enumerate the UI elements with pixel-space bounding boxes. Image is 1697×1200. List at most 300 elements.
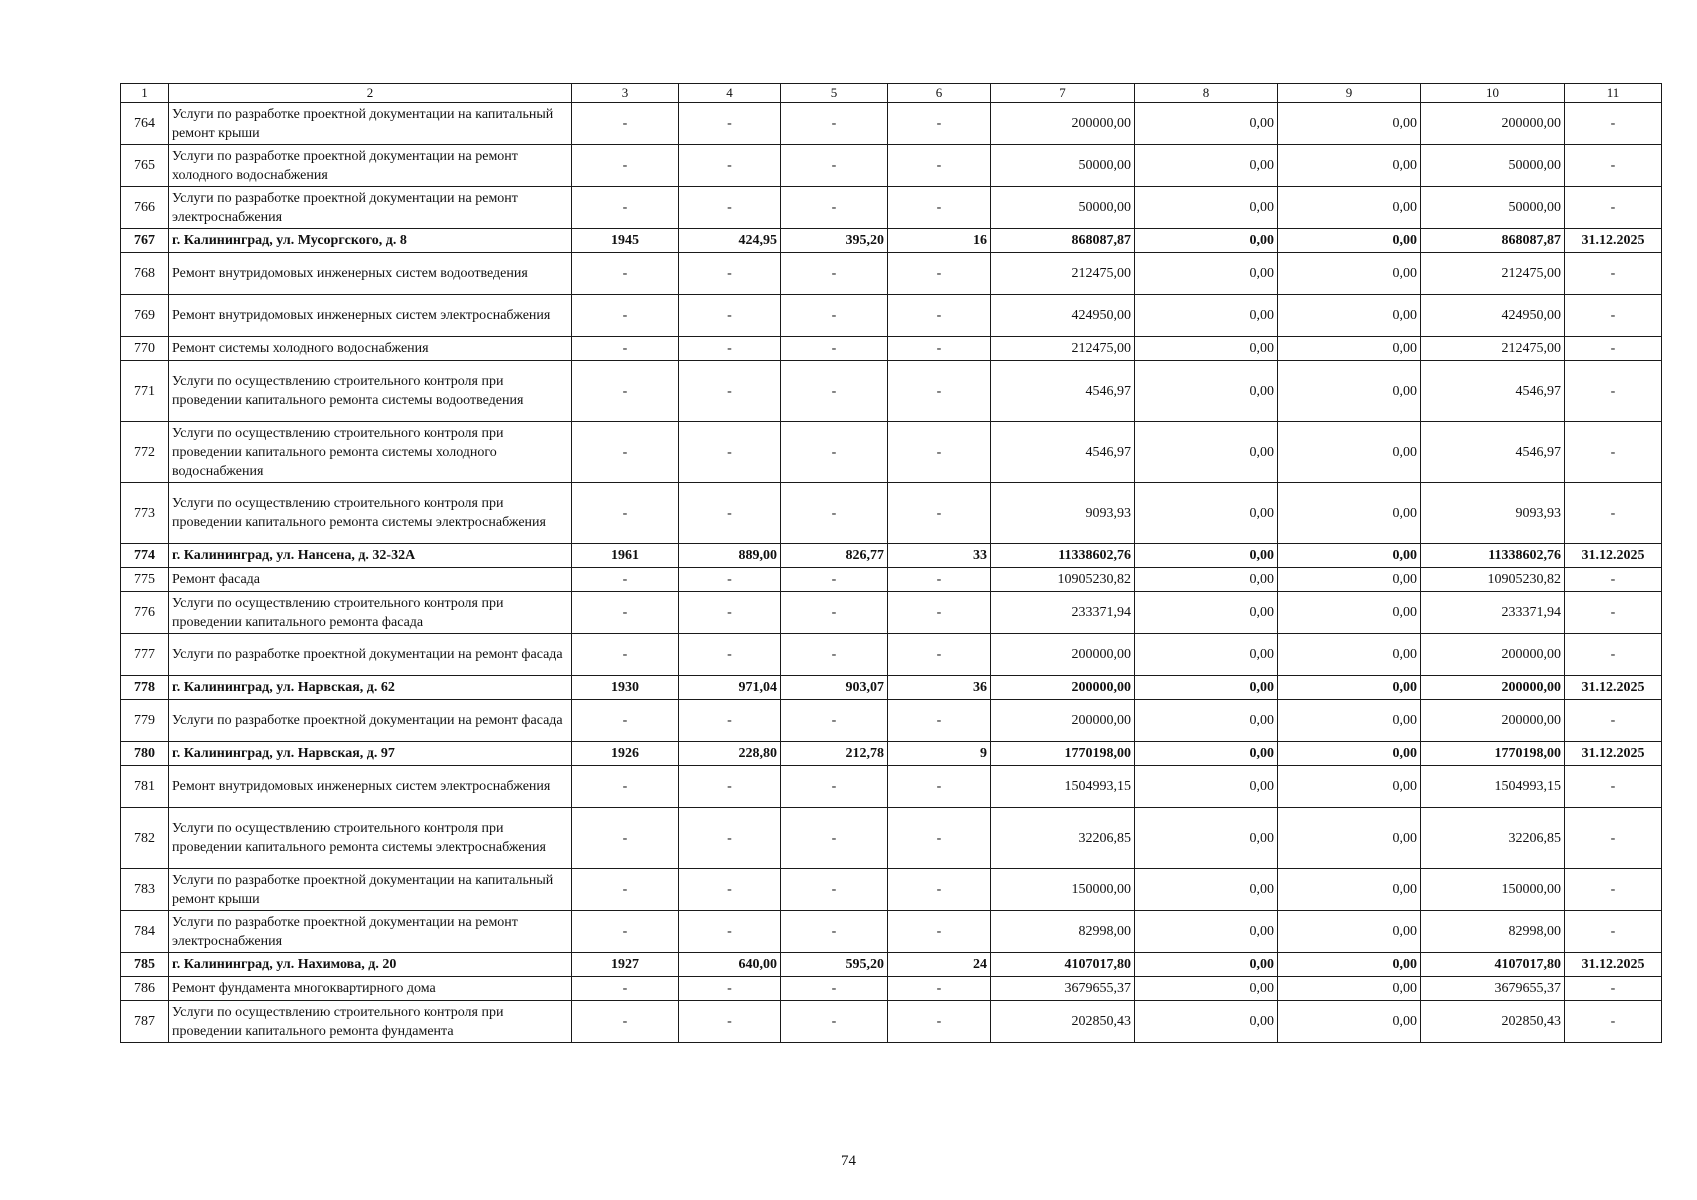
- cell-col-11: 31.12.2025: [1565, 229, 1662, 253]
- cell-col-7: 10905230,82: [991, 568, 1135, 592]
- cell-col-7: 200000,00: [991, 676, 1135, 700]
- col-header: 6: [888, 84, 991, 103]
- work-description: Услуги по разработке проектной документации на ремонт электроснабжения: [169, 187, 572, 229]
- column-number-row: [121, 84, 1662, 103]
- work-description: Услуги по осуществлению строительного контроля при проведении капитального ремонта системы электроснабжения: [169, 483, 572, 544]
- cell-col-7: 82998,00: [991, 911, 1135, 953]
- cell-col-5: -: [781, 145, 888, 187]
- row-number: 773: [121, 483, 169, 544]
- cell-col-5: -: [781, 911, 888, 953]
- work-description: Ремонт системы холодного водоснабжения: [169, 337, 572, 361]
- cell-col-4: -: [679, 766, 781, 808]
- cell-col-10: 868087,87: [1421, 229, 1565, 253]
- register-body: [121, 84, 1662, 1043]
- work-row: [121, 592, 1662, 634]
- cell-col-3: -: [572, 568, 679, 592]
- cell-col-11: -: [1565, 592, 1662, 634]
- cell-col-3: -: [572, 337, 679, 361]
- cell-col-8: 0,00: [1135, 592, 1278, 634]
- cell-col-7: 50000,00: [991, 145, 1135, 187]
- cell-col-8: 0,00: [1135, 977, 1278, 1001]
- cell-col-6: 16: [888, 229, 991, 253]
- cell-col-5: 595,20: [781, 953, 888, 977]
- cell-col-10: 212475,00: [1421, 337, 1565, 361]
- cell-col-4: -: [679, 1001, 781, 1043]
- work-description: Услуги по осуществлению строительного контроля при проведении капитального ремонта системы холодного водоснабжения: [169, 422, 572, 483]
- row-number: 768: [121, 253, 169, 295]
- row-number: 767: [121, 229, 169, 253]
- cell-col-4: -: [679, 592, 781, 634]
- cell-col-11: -: [1565, 911, 1662, 953]
- work-row: [121, 700, 1662, 742]
- cell-col-9: 0,00: [1278, 808, 1421, 869]
- cell-col-8: 0,00: [1135, 544, 1278, 568]
- row-number: 779: [121, 700, 169, 742]
- cell-col-8: 0,00: [1135, 103, 1278, 145]
- cell-col-8: 0,00: [1135, 422, 1278, 483]
- cell-col-7: 4546,97: [991, 422, 1135, 483]
- cell-col-8: 0,00: [1135, 253, 1278, 295]
- page-number: 74: [841, 1153, 856, 1169]
- row-number: 782: [121, 808, 169, 869]
- cell-col-4: -: [679, 808, 781, 869]
- col-header: 7: [991, 84, 1135, 103]
- cell-col-8: 0,00: [1135, 187, 1278, 229]
- work-row: [121, 808, 1662, 869]
- cell-col-3: -: [572, 422, 679, 483]
- cell-col-7: 424950,00: [991, 295, 1135, 337]
- register-sheet: [120, 83, 1662, 1043]
- cell-col-3: -: [572, 361, 679, 422]
- cell-col-5: 395,20: [781, 229, 888, 253]
- work-description: г. Калининград, ул. Нарвская, д. 97: [169, 742, 572, 766]
- cell-col-3: -: [572, 700, 679, 742]
- work-description: Услуги по разработке проектной документации на капитальный ремонт крыши: [169, 869, 572, 911]
- cell-col-3: 1930: [572, 676, 679, 700]
- cell-col-4: 228,80: [679, 742, 781, 766]
- cell-col-7: 150000,00: [991, 869, 1135, 911]
- row-number: 764: [121, 103, 169, 145]
- cell-col-8: 0,00: [1135, 1001, 1278, 1043]
- cell-col-9: 0,00: [1278, 742, 1421, 766]
- cell-col-9: 0,00: [1278, 676, 1421, 700]
- cell-col-9: 0,00: [1278, 422, 1421, 483]
- cell-col-8: 0,00: [1135, 766, 1278, 808]
- cell-col-8: 0,00: [1135, 145, 1278, 187]
- row-number: 765: [121, 145, 169, 187]
- cell-col-4: -: [679, 869, 781, 911]
- cell-col-5: -: [781, 103, 888, 145]
- work-row: [121, 911, 1662, 953]
- cell-col-6: -: [888, 700, 991, 742]
- col-header: 3: [572, 84, 679, 103]
- work-description: Услуги по разработке проектной документации на ремонт холодного водоснабжения: [169, 145, 572, 187]
- cell-col-7: 3679655,37: [991, 977, 1135, 1001]
- cell-col-7: 4546,97: [991, 361, 1135, 422]
- cell-col-11: -: [1565, 145, 1662, 187]
- cell-col-5: -: [781, 253, 888, 295]
- cell-col-9: 0,00: [1278, 869, 1421, 911]
- cell-col-7: 212475,00: [991, 337, 1135, 361]
- cell-col-8: 0,00: [1135, 483, 1278, 544]
- row-number: 775: [121, 568, 169, 592]
- cell-col-10: 82998,00: [1421, 911, 1565, 953]
- address-row: [121, 676, 1662, 700]
- cell-col-3: 1961: [572, 544, 679, 568]
- row-number: 783: [121, 869, 169, 911]
- work-description: Услуги по осуществлению строительного контроля при проведении капитального ремонта фасада: [169, 592, 572, 634]
- cell-col-5: 903,07: [781, 676, 888, 700]
- cell-col-4: -: [679, 911, 781, 953]
- cell-col-10: 200000,00: [1421, 676, 1565, 700]
- cell-col-4: -: [679, 422, 781, 483]
- cell-col-3: -: [572, 592, 679, 634]
- work-description: Услуги по разработке проектной документации на ремонт фасада: [169, 634, 572, 676]
- row-number: 781: [121, 766, 169, 808]
- work-description: Услуги по разработке проектной документации на ремонт фасада: [169, 700, 572, 742]
- cell-col-7: 1770198,00: [991, 742, 1135, 766]
- cell-col-5: -: [781, 592, 888, 634]
- cell-col-10: 9093,93: [1421, 483, 1565, 544]
- row-number: 776: [121, 592, 169, 634]
- cell-col-8: 0,00: [1135, 295, 1278, 337]
- cell-col-7: 200000,00: [991, 103, 1135, 145]
- cell-col-11: -: [1565, 869, 1662, 911]
- cell-col-7: 32206,85: [991, 808, 1135, 869]
- work-description: г. Калининград, ул. Нахимова, д. 20: [169, 953, 572, 977]
- row-number: 787: [121, 1001, 169, 1043]
- work-description: Ремонт фундамента многоквартирного дома: [169, 977, 572, 1001]
- cell-col-5: -: [781, 766, 888, 808]
- cell-col-6: -: [888, 766, 991, 808]
- cell-col-9: 0,00: [1278, 977, 1421, 1001]
- col-header: 5: [781, 84, 888, 103]
- work-row: [121, 337, 1662, 361]
- cell-col-3: -: [572, 808, 679, 869]
- row-number: 785: [121, 953, 169, 977]
- work-description: Услуги по осуществлению строительного контроля при проведении капитального ремонта фундамента: [169, 1001, 572, 1043]
- cell-col-4: 971,04: [679, 676, 781, 700]
- work-row: [121, 361, 1662, 422]
- cell-col-7: 212475,00: [991, 253, 1135, 295]
- cell-col-5: -: [781, 1001, 888, 1043]
- work-description: Ремонт внутридомовых инженерных систем электроснабжения: [169, 766, 572, 808]
- cell-col-10: 3679655,37: [1421, 977, 1565, 1001]
- cell-col-11: -: [1565, 337, 1662, 361]
- cell-col-6: 36: [888, 676, 991, 700]
- cell-col-10: 4546,97: [1421, 361, 1565, 422]
- address-row: [121, 742, 1662, 766]
- cell-col-6: -: [888, 483, 991, 544]
- cell-col-4: -: [679, 483, 781, 544]
- cell-col-4: 424,95: [679, 229, 781, 253]
- cell-col-8: 0,00: [1135, 337, 1278, 361]
- row-number: 766: [121, 187, 169, 229]
- cell-col-10: 11338602,76: [1421, 544, 1565, 568]
- cell-col-5: -: [781, 977, 888, 1001]
- cell-col-11: -: [1565, 766, 1662, 808]
- cell-col-11: -: [1565, 483, 1662, 544]
- cell-col-6: 24: [888, 953, 991, 977]
- cell-col-11: -: [1565, 422, 1662, 483]
- cell-col-6: -: [888, 911, 991, 953]
- cell-col-5: -: [781, 483, 888, 544]
- cell-col-8: 0,00: [1135, 742, 1278, 766]
- cell-col-3: -: [572, 977, 679, 1001]
- cell-col-9: 0,00: [1278, 145, 1421, 187]
- cell-col-3: -: [572, 295, 679, 337]
- cell-col-6: -: [888, 103, 991, 145]
- cell-col-6: -: [888, 361, 991, 422]
- cell-col-3: -: [572, 1001, 679, 1043]
- cell-col-4: -: [679, 295, 781, 337]
- cell-col-8: 0,00: [1135, 808, 1278, 869]
- cell-col-3: -: [572, 634, 679, 676]
- cell-col-3: 1926: [572, 742, 679, 766]
- cell-col-11: -: [1565, 295, 1662, 337]
- cell-col-4: 889,00: [679, 544, 781, 568]
- cell-col-9: 0,00: [1278, 700, 1421, 742]
- cell-col-4: -: [679, 337, 781, 361]
- cell-col-5: -: [781, 869, 888, 911]
- cell-col-3: 1945: [572, 229, 679, 253]
- work-row: [121, 568, 1662, 592]
- cell-col-9: 0,00: [1278, 592, 1421, 634]
- work-row: [121, 253, 1662, 295]
- work-row: [121, 977, 1662, 1001]
- cell-col-3: -: [572, 145, 679, 187]
- cell-col-11: -: [1565, 568, 1662, 592]
- cell-col-10: 4546,97: [1421, 422, 1565, 483]
- cell-col-11: -: [1565, 1001, 1662, 1043]
- work-description: Услуги по осуществлению строительного контроля при проведении капитального ремонта системы электроснабжения: [169, 808, 572, 869]
- cell-col-10: 200000,00: [1421, 634, 1565, 676]
- cell-col-7: 4107017,80: [991, 953, 1135, 977]
- cell-col-8: 0,00: [1135, 869, 1278, 911]
- cell-col-10: 233371,94: [1421, 592, 1565, 634]
- cell-col-11: 31.12.2025: [1565, 953, 1662, 977]
- cell-col-7: 202850,43: [991, 1001, 1135, 1043]
- cell-col-7: 200000,00: [991, 634, 1135, 676]
- cell-col-10: 1504993,15: [1421, 766, 1565, 808]
- cell-col-9: 0,00: [1278, 953, 1421, 977]
- cell-col-3: -: [572, 103, 679, 145]
- cell-col-7: 50000,00: [991, 187, 1135, 229]
- address-row: [121, 544, 1662, 568]
- work-row: [121, 422, 1662, 483]
- cell-col-10: 202850,43: [1421, 1001, 1565, 1043]
- row-number: 772: [121, 422, 169, 483]
- cell-col-6: -: [888, 422, 991, 483]
- cell-col-10: 212475,00: [1421, 253, 1565, 295]
- cell-col-6: -: [888, 808, 991, 869]
- cell-col-5: -: [781, 187, 888, 229]
- work-row: [121, 766, 1662, 808]
- cell-col-4: -: [679, 187, 781, 229]
- cell-col-6: -: [888, 337, 991, 361]
- work-description: Услуги по осуществлению строительного контроля при проведении капитального ремонта системы водоотведения: [169, 361, 572, 422]
- cell-col-9: 0,00: [1278, 337, 1421, 361]
- cell-col-9: 0,00: [1278, 103, 1421, 145]
- cell-col-9: 0,00: [1278, 634, 1421, 676]
- cell-col-11: 31.12.2025: [1565, 742, 1662, 766]
- cell-col-4: 640,00: [679, 953, 781, 977]
- work-description: Ремонт внутридомовых инженерных систем электроснабжения: [169, 295, 572, 337]
- cell-col-8: 0,00: [1135, 700, 1278, 742]
- cell-col-4: -: [679, 977, 781, 1001]
- cell-col-6: -: [888, 869, 991, 911]
- cell-col-10: 150000,00: [1421, 869, 1565, 911]
- work-row: [121, 634, 1662, 676]
- cell-col-7: 1504993,15: [991, 766, 1135, 808]
- row-number: 769: [121, 295, 169, 337]
- cell-col-10: 200000,00: [1421, 103, 1565, 145]
- col-header: 2: [169, 84, 572, 103]
- row-number: 778: [121, 676, 169, 700]
- cell-col-6: -: [888, 187, 991, 229]
- cell-col-11: 31.12.2025: [1565, 676, 1662, 700]
- row-number: 784: [121, 911, 169, 953]
- cell-col-4: -: [679, 634, 781, 676]
- cell-col-7: 868087,87: [991, 229, 1135, 253]
- work-row: [121, 869, 1662, 911]
- row-number: 780: [121, 742, 169, 766]
- cell-col-3: -: [572, 766, 679, 808]
- work-description: Услуги по разработке проектной документации на капитальный ремонт крыши: [169, 103, 572, 145]
- work-description: Услуги по разработке проектной документации на ремонт электроснабжения: [169, 911, 572, 953]
- cell-col-11: -: [1565, 634, 1662, 676]
- col-header: 4: [679, 84, 781, 103]
- cell-col-4: -: [679, 568, 781, 592]
- cell-col-10: 50000,00: [1421, 187, 1565, 229]
- cell-col-9: 0,00: [1278, 361, 1421, 422]
- cell-col-9: 0,00: [1278, 253, 1421, 295]
- cell-col-8: 0,00: [1135, 676, 1278, 700]
- cell-col-10: 50000,00: [1421, 145, 1565, 187]
- cell-col-7: 9093,93: [991, 483, 1135, 544]
- row-number: 786: [121, 977, 169, 1001]
- cell-col-9: 0,00: [1278, 1001, 1421, 1043]
- cell-col-8: 0,00: [1135, 634, 1278, 676]
- cell-col-3: -: [572, 911, 679, 953]
- work-row: [121, 187, 1662, 229]
- work-row: [121, 483, 1662, 544]
- cell-col-3: -: [572, 869, 679, 911]
- cell-col-11: -: [1565, 103, 1662, 145]
- cell-col-7: 200000,00: [991, 700, 1135, 742]
- cell-col-10: 4107017,80: [1421, 953, 1565, 977]
- cell-col-10: 424950,00: [1421, 295, 1565, 337]
- work-description: г. Калининград, ул. Нансена, д. 32-32А: [169, 544, 572, 568]
- work-description: г. Калининград, ул. Мусоргского, д. 8: [169, 229, 572, 253]
- cell-col-9: 0,00: [1278, 568, 1421, 592]
- cell-col-5: -: [781, 422, 888, 483]
- cell-col-6: -: [888, 253, 991, 295]
- col-header: 1: [121, 84, 169, 103]
- cell-col-8: 0,00: [1135, 361, 1278, 422]
- cell-col-10: 200000,00: [1421, 700, 1565, 742]
- cell-col-5: 826,77: [781, 544, 888, 568]
- cell-col-6: 33: [888, 544, 991, 568]
- address-row: [121, 229, 1662, 253]
- cell-col-10: 32206,85: [1421, 808, 1565, 869]
- cell-col-9: 0,00: [1278, 295, 1421, 337]
- cell-col-4: -: [679, 145, 781, 187]
- cell-col-4: -: [679, 700, 781, 742]
- cell-col-6: 9: [888, 742, 991, 766]
- cell-col-7: 11338602,76: [991, 544, 1135, 568]
- cell-col-5: 212,78: [781, 742, 888, 766]
- cell-col-3: 1927: [572, 953, 679, 977]
- cell-col-6: -: [888, 634, 991, 676]
- cell-col-6: -: [888, 568, 991, 592]
- col-header: 8: [1135, 84, 1278, 103]
- cell-col-5: -: [781, 337, 888, 361]
- col-header: 9: [1278, 84, 1421, 103]
- cell-col-9: 0,00: [1278, 229, 1421, 253]
- cell-col-8: 0,00: [1135, 229, 1278, 253]
- cell-col-10: 10905230,82: [1421, 568, 1565, 592]
- cell-col-9: 0,00: [1278, 766, 1421, 808]
- cell-col-11: -: [1565, 700, 1662, 742]
- row-number: 770: [121, 337, 169, 361]
- cell-col-11: -: [1565, 361, 1662, 422]
- cell-col-11: -: [1565, 977, 1662, 1001]
- cell-col-9: 0,00: [1278, 911, 1421, 953]
- work-row: [121, 1001, 1662, 1043]
- cell-col-6: -: [888, 592, 991, 634]
- cell-col-4: -: [679, 103, 781, 145]
- cell-col-5: -: [781, 700, 888, 742]
- cell-col-8: 0,00: [1135, 568, 1278, 592]
- work-row: [121, 103, 1662, 145]
- work-row: [121, 295, 1662, 337]
- cell-col-9: 0,00: [1278, 544, 1421, 568]
- row-number: 774: [121, 544, 169, 568]
- cell-col-3: -: [572, 187, 679, 229]
- address-row: [121, 953, 1662, 977]
- cell-col-3: -: [572, 483, 679, 544]
- cell-col-11: 31.12.2025: [1565, 544, 1662, 568]
- cell-col-3: -: [572, 253, 679, 295]
- cell-col-5: -: [781, 295, 888, 337]
- cell-col-11: -: [1565, 187, 1662, 229]
- cell-col-6: -: [888, 145, 991, 187]
- cell-col-6: -: [888, 977, 991, 1001]
- cell-col-7: 233371,94: [991, 592, 1135, 634]
- cell-col-11: -: [1565, 253, 1662, 295]
- work-description: г. Калининград, ул. Нарвская, д. 62: [169, 676, 572, 700]
- cell-col-11: -: [1565, 808, 1662, 869]
- cell-col-8: 0,00: [1135, 953, 1278, 977]
- cell-col-9: 0,00: [1278, 483, 1421, 544]
- cell-col-9: 0,00: [1278, 187, 1421, 229]
- cell-col-8: 0,00: [1135, 911, 1278, 953]
- cell-col-5: -: [781, 634, 888, 676]
- cell-col-5: -: [781, 568, 888, 592]
- work-description: Ремонт фасада: [169, 568, 572, 592]
- cell-col-5: -: [781, 808, 888, 869]
- row-number: 777: [121, 634, 169, 676]
- cell-col-4: -: [679, 361, 781, 422]
- cell-col-6: -: [888, 1001, 991, 1043]
- work-description: Ремонт внутридомовых инженерных систем водоотведения: [169, 253, 572, 295]
- col-header: 10: [1421, 84, 1565, 103]
- cell-col-6: -: [888, 295, 991, 337]
- work-row: [121, 145, 1662, 187]
- cell-col-10: 1770198,00: [1421, 742, 1565, 766]
- register-table: [120, 83, 1662, 1043]
